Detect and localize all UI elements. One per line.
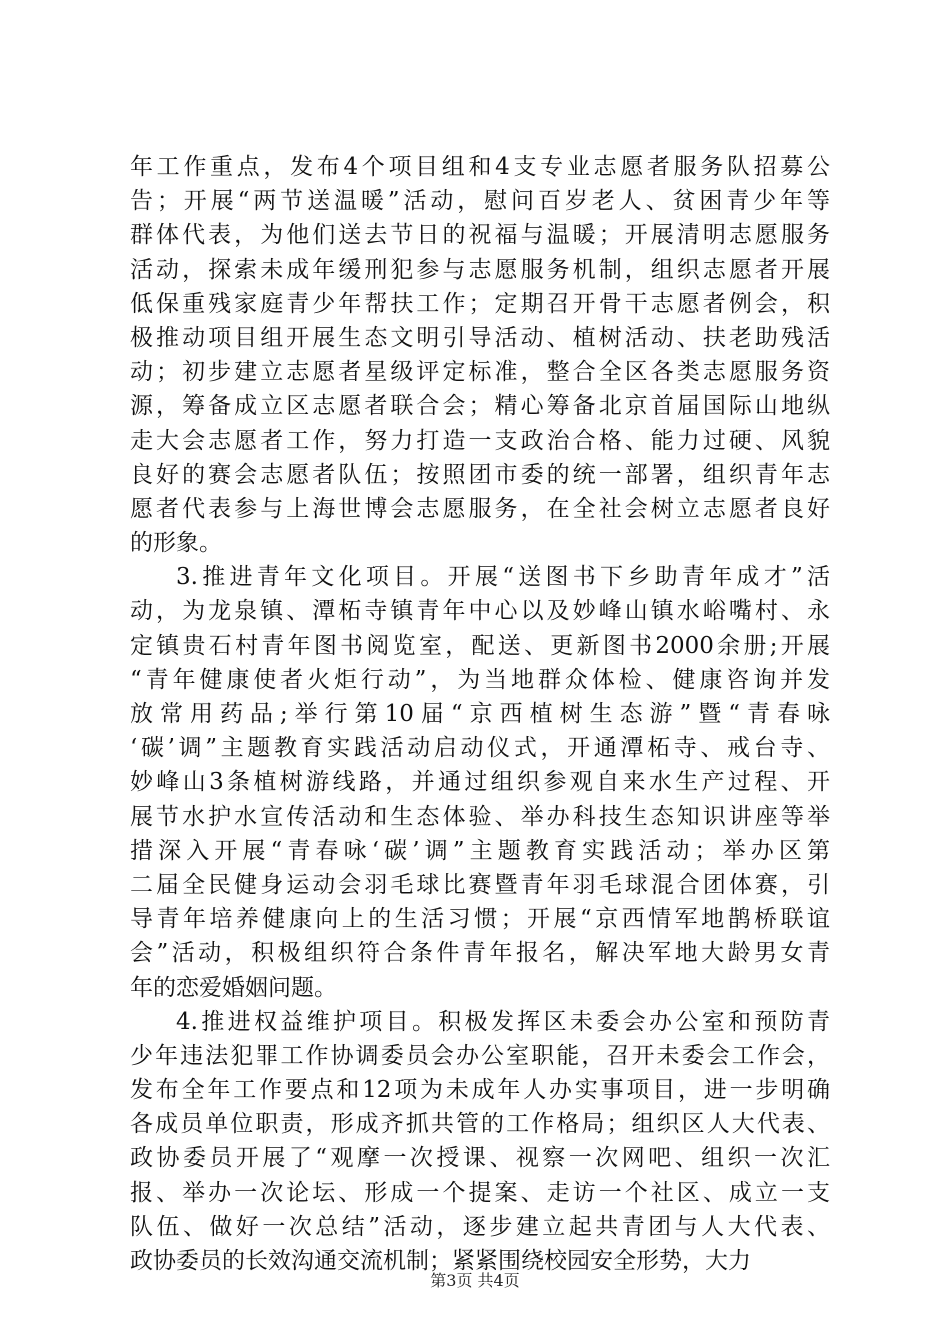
text-line: 定镇贵石村青年图书阅览室，配送、更新图书2000余册;开展 (130, 632, 830, 659)
text-line: 低保重残家庭青少年帮扶工作；定期召开骨干志愿者例会，积 (130, 290, 830, 317)
text-line: 发布全年工作要点和12项为未成年人办实事项目，进一步明确 (130, 1077, 830, 1104)
paragraph (130, 560, 830, 1004)
text-line: ‘碳’调”主题教育实践活动启动仪式，开通潭柘寺、戒台寺、 (130, 735, 830, 762)
text-line: 的形象。 (130, 530, 222, 557)
text-line: 极推动项目组开展生态文明引导活动、植树活动、扶老助残活 (130, 324, 830, 351)
text-line: 措深入开展“青春咏‘碳’调”主题教育实践活动；举办区第 (130, 837, 830, 864)
text-line: 报、举办一次论坛、形成一个提案、走访一个社区、成立一支 (130, 1179, 830, 1206)
text-line: 放常用药品;举行第10届“京西植树生态游”暨“青春咏 (130, 701, 830, 727)
text-line: “青年健康使者火炬行动”，为当地群众体检、健康咨询并发 (130, 666, 830, 693)
text-line: 少年违法犯罪工作协调委员会办公室职能，召开未委会工作会， (130, 1042, 830, 1069)
text-line: 良好的赛会志愿者队伍；按照团市委的统一部署，组织青年志 (130, 461, 830, 488)
text-line: 二届全民健身运动会羽毛球比赛暨青年羽毛球混合团体赛，引 (130, 871, 830, 898)
text-line: 政协委员的长效沟通交流机制；紧紧围绕校园安全形势，大力 (130, 1248, 751, 1274)
paragraph (130, 150, 830, 560)
text-line: 队伍、做好一次总结”活动，逐步建立起共青团与人大代表、 (130, 1213, 830, 1240)
text-line: 走大会志愿者工作，努力打造一支政治合格、能力过硬、风貌 (130, 427, 830, 454)
text-line: 各成员单位职责，形成齐抓共管的工作格局；组织区人大代表、 (130, 1111, 830, 1138)
page-footer: 第3页 共4页 (430, 1271, 520, 1290)
text-line: 4.推进权益维护项目。积极发挥区未委会办公室和预防青 (176, 1008, 830, 1035)
text-line: 群体代表，为他们送去节日的祝福与温暖；开展清明志愿服务 (130, 222, 830, 249)
text-line: 源，筹备成立区志愿者联合会；精心筹备北京首届国际山地纵 (130, 393, 830, 420)
text-line: 动，为龙泉镇、潭柘寺镇青年中心以及妙峰山镇水峪嘴村、永 (130, 598, 830, 625)
text-line: 会”活动，积极组织符合条件青年报名，解决军地大龄男女青 (130, 940, 830, 967)
text-line: 活动，探索未成年缓刑犯参与志愿服务机制，组织志愿者开展 (130, 256, 830, 283)
text-line: 告；开展“两节送温暖”活动，慰问百岁老人、贫困青少年等 (130, 188, 830, 215)
text-line: 年工作重点，发布4个项目组和4支专业志愿者服务队招募公 (130, 154, 830, 180)
text-line: 导青年培养健康向上的生活习惯；开展“京西情军地鹊桥联谊 (130, 906, 830, 933)
text-line: 愿者代表参与上海世博会志愿服务，在全社会树立志愿者良好 (130, 495, 830, 522)
text-line: 政协委员开展了“观摩一次授课、视察一次网吧、组织一次汇 (130, 1145, 830, 1172)
paragraph (130, 1005, 830, 1279)
text-line: 年的恋爱婚姻问题。 (130, 974, 337, 1001)
document-body (130, 150, 830, 1278)
text-line: 妙峰山3条植树游线路，并通过组织参观自来水生产过程、开 (130, 769, 830, 796)
text-line: 动；初步建立志愿者星级评定标准，整合全区各类志愿服务资 (130, 359, 830, 386)
text-line: 展节水护水宣传活动和生态体验、举办科技生态知识讲座等举 (130, 803, 830, 830)
text-line: 3.推进青年文化项目。开展“送图书下乡助青年成才”活 (176, 564, 830, 591)
